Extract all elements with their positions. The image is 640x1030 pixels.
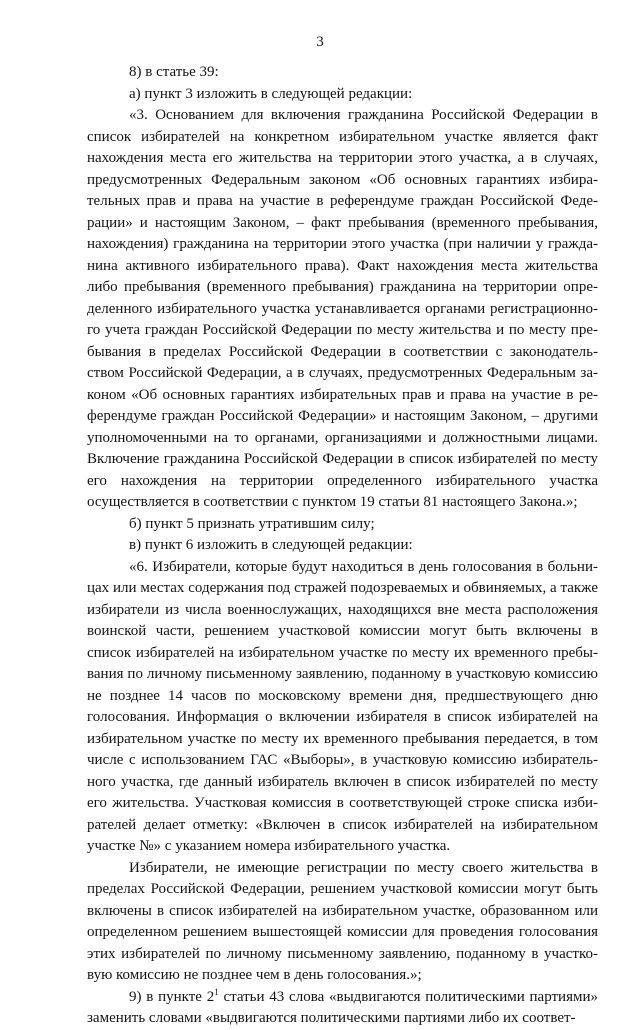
paragraph: «6. Избиратели, которые будут находиться в день голосования в больницах или местах содержания под стражей подозреваемых и обвиняемых, а также избиратели из числа военнослужащих, находящихся вне места расположения воинской части, решением участковой комиссии могут быть включены в список избирателей на избирательном участке по месту их временного пребывания по личному письменному заявлению, поданному в участковую комиссию не позднее 14 часов по московскому времени дня, предшествующего дню голосования. Информация о включении избирателя в список избирателей на избирательном участке по месту их временного пребывания передается, в том числе с использованием ГАС «Выборы», в участковую комиссию избирательного участка, где данный избиратель включен в список избирателей по месту его жительства. Участковая комиссия в соответствующей строке списка избирателей делает отметку: «Включен в список избирателей на избирательном участке №» с указанием номера избирательного участка. bbox=[87, 558, 598, 854]
paragraph: б) пункт 5 признать утратившим силу; bbox=[129, 515, 375, 532]
page-number: 3 bbox=[316, 34, 324, 50]
paragraph: Избиратели, не имеющие регистрации по месту своего жительства в пределах Российской Федерации, решением участковой комиссии могут быть включены в список избирателей на избирательном участке, образованном или определенном решением вышестоящей комиссии для проведения голосования этих избирателей по личному письменному заявлению, поданному в участковую комиссию не позднее чем в день голосования.»; bbox=[87, 859, 598, 983]
paragraph: в) пункт 6 изложить в следующей редакции: bbox=[129, 537, 413, 553]
paragraph: «3. Основанием для включения гражданина Российской Федерации в список избирателей на конкретном избирательном участке является факт нахождения места его жительства на территории этого участка, а в случаях, предусмотренных Федеральным законом «Об основных гарантиях избирательных прав и права на участие в референдуме граждан Российской Федерации» и настоящим Законом, – факт пребывания (временного пребывания, нахождения) гражданина на территории этого участка (при наличии у гражданина активного избирательного права). Факт нахождения места жительства либо пребывания (временного пребывания) гражданина на территории определенного избирательного участка устанавливается органами регистрационного учета граждан Российской Федерации по месту жительства и по месту пребывания в пределах Российской Федерации в соответствии с законодательством Российской Федерации, а в случаях, предусмотренных Федеральным законом «Об основных гарантиях избирательных прав и права на участие в референдуме граждан Российской Федерации» и настоящим Законом, – другими уполномоченными на то органами, организациями и должностными лицами. Включение гражданина Российской Федерации в список избирателей по месту его нахождения на территории определенного избирательного участка осуществляется в соответствии с пунктом 19 статьи 81 настоящего Закона.»; bbox=[87, 107, 598, 510]
paragraph: 8) в статье 39: bbox=[129, 64, 219, 80]
paragraph-text-end: статьи 43 слова «выдвигаются политическими партиями» заменить словами «выдвигаются политическими партиями либо их соответ- bbox=[87, 988, 598, 1026]
paragraph: а) пункт 3 изложить в следующей редакции: bbox=[129, 85, 413, 102]
document-body bbox=[87, 62, 598, 1030]
paragraph-amendment-9 bbox=[87, 987, 598, 1030]
superscript-index: 1 bbox=[214, 986, 219, 997]
paragraph-text-start: 9) в пункте 2 bbox=[129, 988, 215, 1005]
